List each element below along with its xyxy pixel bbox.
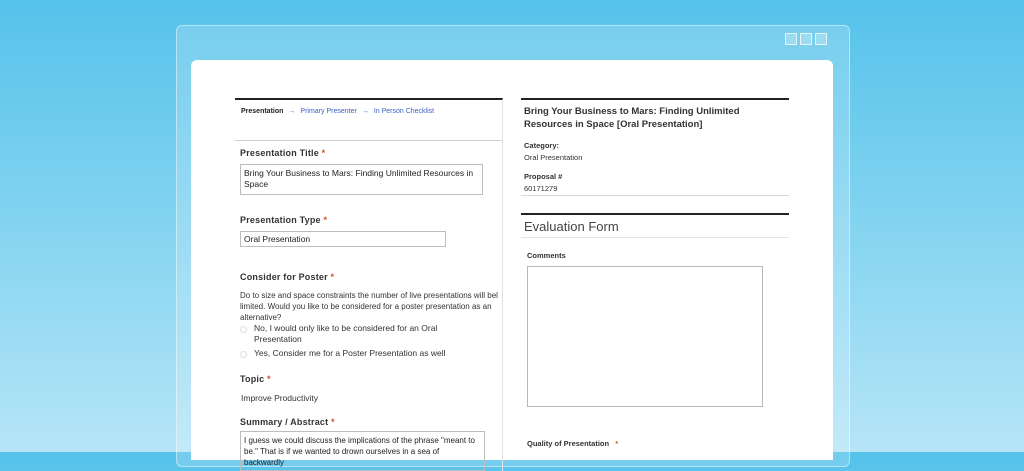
required-asterisk: * [267, 374, 271, 384]
radio-icon[interactable] [240, 326, 247, 333]
presentation-type-input[interactable]: Oral Presentation [240, 231, 446, 247]
presentation-title-input[interactable]: Bring Your Business to Mars: Finding Unlimited Resources in Space [240, 164, 483, 195]
presentation-title-label [240, 148, 325, 158]
quality-label [527, 439, 618, 448]
presentation-type-label-text: Presentation Type [240, 215, 321, 225]
comments-label: Comments [527, 251, 566, 260]
breadcrumb-current: Presentation [241, 108, 284, 115]
category-value: Oral Presentation [524, 153, 583, 162]
topic-label [240, 374, 271, 384]
poster-help-text: Do to size and space constraints the number of live presentations will bel limited. Would you like to be considered for a poster presentation as an alternative? [240, 291, 498, 322]
poster-option-no[interactable] [240, 323, 480, 345]
summary-label [240, 417, 335, 427]
topic-label-text: Topic [240, 374, 265, 384]
breadcrumb [235, 100, 502, 115]
quality-label-text: Quality of Presentation [527, 439, 610, 448]
topic-value: Improve Productivity [241, 393, 318, 403]
proposal-number-label: Proposal # [524, 172, 563, 181]
evaluation-form-title: Evaluation Form [521, 215, 789, 238]
proposal-title: Bring Your Business to Mars: Finding Unlimited Resources in Space [Oral Presentation] [524, 106, 740, 130]
window-controls [785, 33, 827, 45]
arrow-right-icon: → [288, 108, 296, 115]
summary-label-text: Summary / Abstract [240, 417, 329, 427]
required-asterisk: * [323, 215, 328, 225]
proposal-summary [521, 98, 789, 196]
poster-option-yes-label: Yes, Consider me for a Poster Presentation as well [254, 348, 446, 358]
poster-option-yes[interactable] [240, 348, 490, 359]
required-asterisk: * [331, 417, 335, 427]
evaluation-form [521, 213, 789, 448]
breadcrumb-in-person-checklist[interactable]: In Person Checklist [373, 108, 435, 115]
proposal-column [521, 98, 789, 448]
summary-textarea[interactable]: I guess we could discuss the implications of the phrase "meant to be." That is if we wanted to drown ourselves in a sea of backwardly [240, 431, 485, 471]
arrow-right-icon: → [361, 108, 369, 115]
radio-icon[interactable] [240, 351, 247, 358]
category-label: Category: [524, 141, 560, 150]
comments-textarea[interactable] [527, 266, 763, 407]
consider-poster-label-text: Consider for Poster [240, 272, 328, 282]
minimize-icon[interactable] [785, 33, 797, 45]
breadcrumb-primary-presenter[interactable]: Primary Presenter [300, 108, 357, 115]
required-asterisk: * [615, 439, 619, 448]
form-body [235, 141, 503, 471]
poster-option-no-label: No, I would only like to be considered for an Oral Presentation [254, 323, 438, 344]
proposal-number-value: 60171279 [524, 184, 558, 193]
content-panel [191, 60, 833, 467]
presentation-title-label-text: Presentation Title [240, 148, 319, 158]
close-icon[interactable] [815, 33, 827, 45]
consider-poster-label [240, 272, 334, 282]
presentation-form-column [235, 98, 503, 471]
maximize-icon[interactable] [800, 33, 812, 45]
required-asterisk: * [330, 272, 335, 282]
required-asterisk: * [321, 148, 326, 158]
presentation-type-label [240, 215, 327, 225]
breadcrumb-bar [235, 98, 503, 141]
